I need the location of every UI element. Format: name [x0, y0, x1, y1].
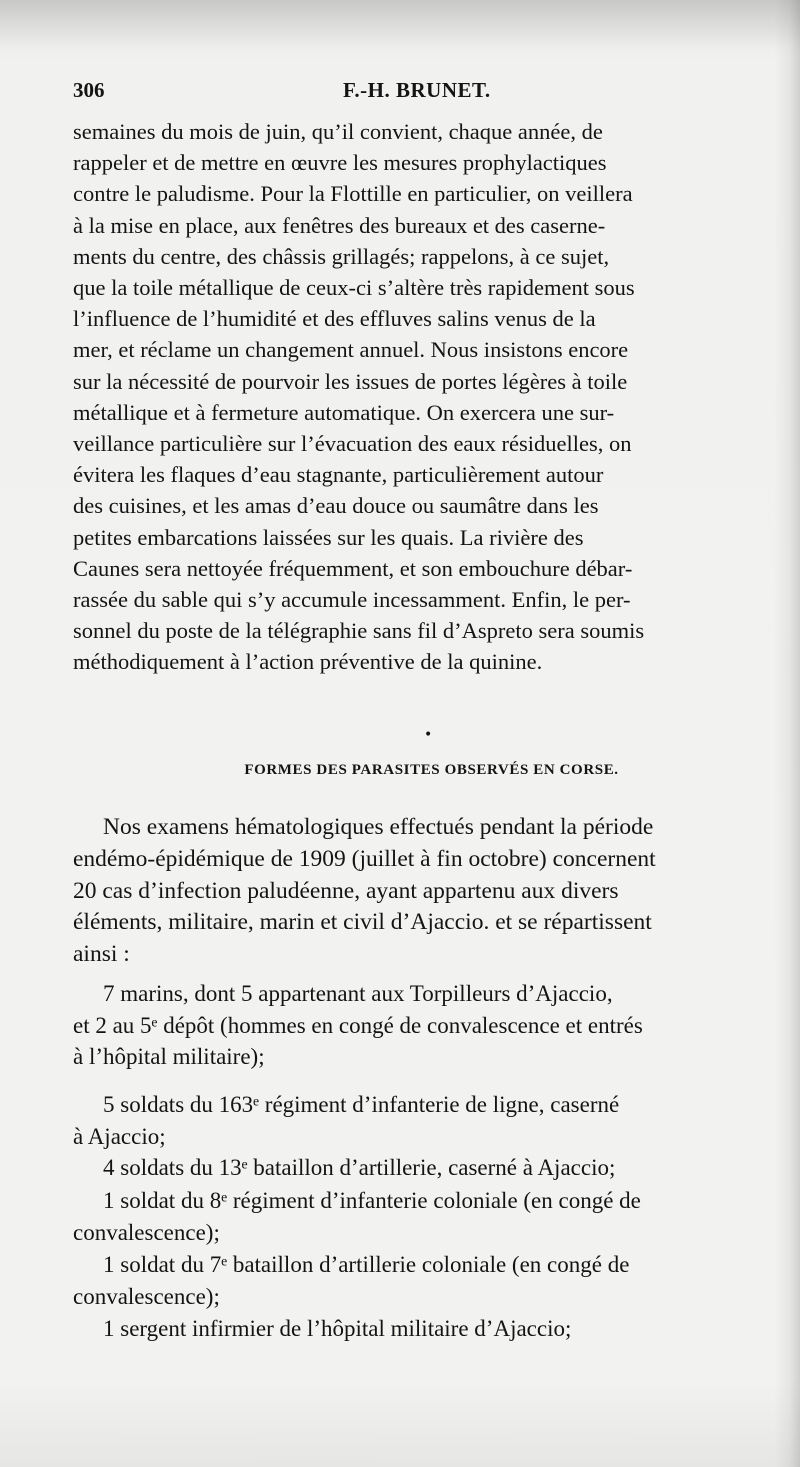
text-line: 1 soldat du 8ᵉ régiment d’infanterie coloniale (en congé de — [103, 1188, 641, 1213]
text-line: des cuisines, et les amas d’eau douce ou saumâtre dans les — [73, 493, 599, 519]
text-line: rappeler et de mettre en œuvre les mesures prophylactiques — [73, 150, 607, 176]
text-line: Nos examens hématologiques effectués pendant la période — [103, 814, 654, 840]
list-item-infanterie — [73, 1089, 790, 1152]
paragraph-examinations — [73, 812, 790, 971]
list-item-artillerie-coloniale — [73, 1249, 790, 1312]
text-line: à l’hôpital militaire); — [73, 1044, 265, 1070]
text-line: métallique et à fermeture automatique. On exercera une sur- — [73, 399, 615, 425]
text-line: convalescence); — [73, 1219, 220, 1245]
scan-shadow-top — [0, 0, 800, 48]
text-line: évitera les flaques d’eau stagnante, particulièrement autour — [73, 462, 604, 488]
text-line: éléments, militaire, marin et civil d’Ajaccio. et se répartissent — [73, 909, 652, 936]
section-ornament: • — [424, 727, 433, 743]
running-head — [73, 78, 790, 106]
text-line: l’influence de l’humidité et des effluves salins venus de la — [73, 306, 596, 332]
text-line: 7 marins, dont 5 appartenant aux Torpilleurs d’Ajaccio, — [103, 981, 613, 1006]
text-line: méthodiquement à l’action préventive de la quinine. — [73, 649, 543, 675]
list-item-sergent — [73, 1313, 790, 1345]
text-line: rassée du sable qui s’y accumule incessamment. Enfin, le per- — [73, 587, 631, 613]
text-line: contre le paludisme. Pour la Flottille en particulier, on veillera — [73, 181, 633, 207]
text-line: à la mise en place, aux fenêtres des bureaux et des caserne- — [73, 212, 606, 238]
text-line: sur la nécessité de pourvoir les issues de portes légères à toile — [73, 368, 628, 394]
text-line: semaines du mois de juin, qu’il convient, chaque année, de — [73, 119, 603, 144]
text-line: convalescence); — [73, 1283, 220, 1309]
text-line: ainsi : — [73, 941, 130, 968]
text-line: veillance particulière sur l’évacuation des eaux résiduelles, on — [73, 431, 632, 457]
text-line: mer, et réclame un changement annuel. Nous insistons encore — [73, 337, 629, 363]
text-line: 5 soldats du 163ᵉ régiment d’infanterie de ligne, caserné — [103, 1092, 620, 1117]
text-line: ments du centre, des châssis grillagés; rappelons, à ce sujet, — [73, 243, 610, 269]
text-line: sonnel du poste de la télégraphie sans fil d’Aspreto sera soumis — [73, 618, 645, 644]
text-line: petites embarcations laissées sur les quais. La rivière des — [73, 524, 584, 550]
list-item-marins — [73, 978, 790, 1073]
text-line: 1 sergent infirmier de l’hôpital militaire d’Ajaccio; — [103, 1316, 572, 1341]
section-heading: FORMES DES PARASITES OBSERVÉS EN CORSE. — [244, 762, 619, 778]
text-line: 1 soldat du 7ᵉ bataillon d’artillerie coloniale (en congé de — [103, 1252, 630, 1277]
page-number: 306 — [73, 78, 105, 102]
text-line: 4 soldats du 13ᵉ bataillon d’artillerie, caserné à Ajaccio; — [103, 1155, 616, 1180]
text-line: 20 cas d’infection paludéenne, ayant appartenu aux divers — [73, 877, 619, 904]
list-item-artillerie — [73, 1152, 790, 1184]
paragraph-prophylaxis — [73, 116, 790, 678]
running-head-author: F.-H. BRUNET. — [343, 78, 491, 102]
text-line: que la toile métallique de ceux-ci s’altère très rapidement sous — [73, 275, 635, 301]
text-line: endémo-épidémique de 1909 (juillet à fin octobre) concernent — [73, 845, 656, 872]
text-line: à Ajaccio; — [73, 1123, 166, 1149]
list-item-infanterie-coloniale — [73, 1185, 790, 1248]
text-line: et 2 au 5ᵉ dépôt (hommes en congé de convalescence et entrés — [73, 1012, 643, 1038]
text-line: Caunes sera nettoyée fréquemment, et son embouchure débar- — [73, 555, 633, 581]
